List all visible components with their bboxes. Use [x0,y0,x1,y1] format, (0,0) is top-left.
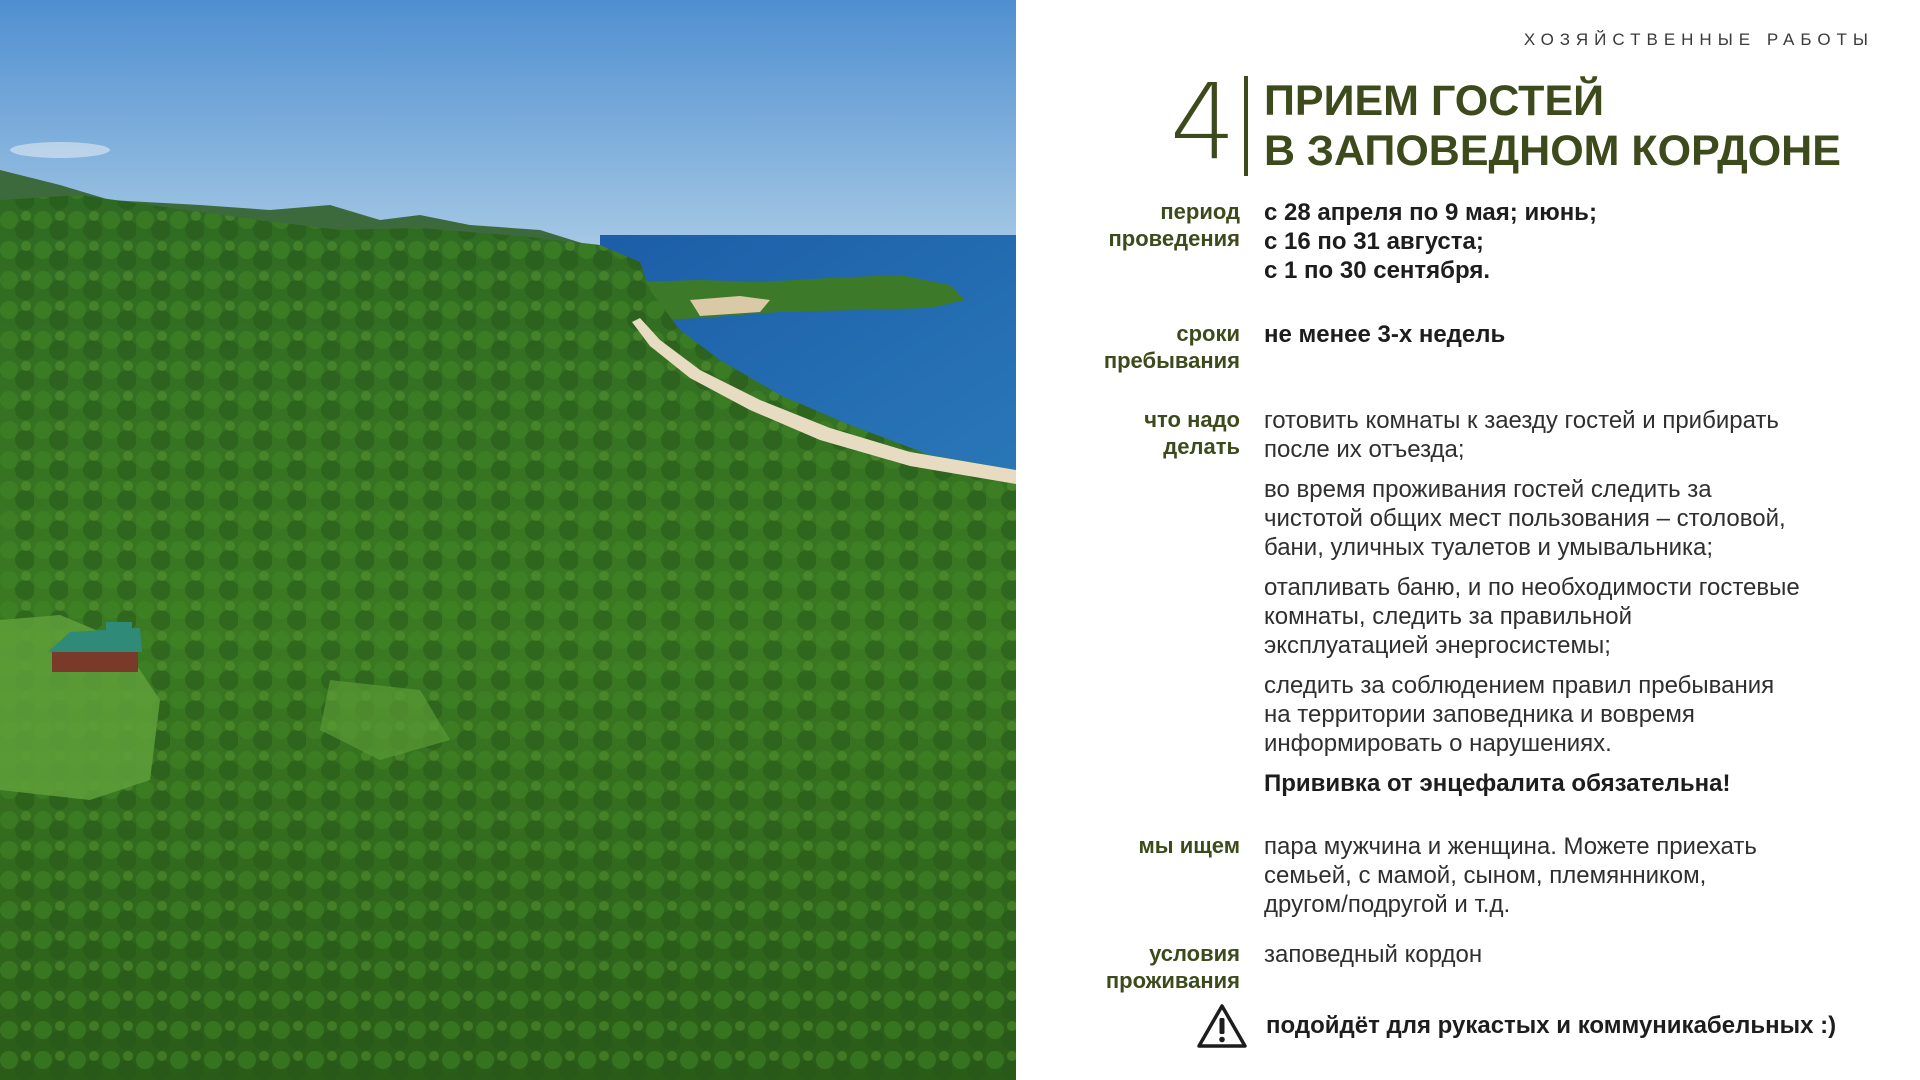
vaccination-note: Прививка от энцефалита обязательна! [1264,770,1731,797]
task-line: на территории заповедника и вовремя [1264,701,1695,728]
task-line: информировать о нарушениях. [1264,730,1612,757]
task-line: во время проживания гостей следить за [1264,476,1712,503]
duration-label-line-1: сроки [1176,321,1240,346]
period-label-line-1: период [1160,199,1240,224]
footer-text: подойдёт для рукастых и коммуникабельных :) [1266,1012,1837,1039]
period-line-1: с 28 апреля по 9 мая; июнь; [1264,199,1597,226]
seeking-value [1264,832,1904,919]
task-line: следить за соблюдением правил пребывания [1264,672,1775,699]
header-divider [1244,76,1248,176]
seeking-line-2: семьей, с мамой, сыном, племянником, [1264,862,1707,889]
duration-value: не менее 3-х недель [1264,321,1506,348]
tasks-label-line-1: что надо [1144,407,1240,432]
page-title [1264,76,1920,176]
tasks-label [1016,406,1240,460]
living-label-line-1: условия [1149,941,1240,966]
period-value [1264,198,1904,285]
tasks-label-line-2: делать [1163,434,1240,459]
period-label [1016,198,1240,252]
task-line: после их отъезда; [1264,436,1465,463]
section-label: ХОЗЯЙСТВЕННЫЕ РАБОТЫ [1523,30,1874,49]
task-item [1264,671,1904,758]
task-line: чистотой общих мест пользования – столовой, [1264,505,1786,532]
tasks-list [1264,406,1904,798]
seeking-line-1: пара мужчина и женщина. Можете приехать [1264,833,1757,860]
living-label-line-2: проживания [1105,968,1240,993]
item-number: 4 [1169,61,1236,183]
warning-triangle-icon [1196,1002,1248,1050]
seeking-label: мы ищем [1138,833,1240,858]
seeking-line-3: другом/подругой и т.д. [1264,891,1511,918]
info-panel [1016,0,1920,1080]
living-value: заповедный кордон [1264,941,1483,968]
period-line-2: с 16 по 31 августа; [1264,228,1484,255]
task-line: эксплуатацией энергосистемы; [1264,632,1611,659]
period-label-line-2: проведения [1108,226,1240,251]
duration-label-line-2: пребывания [1103,348,1240,373]
task-item [1264,573,1904,660]
task-line: комнаты, следить за правильной [1264,603,1633,630]
living-label [1016,940,1240,994]
task-line: отапливать баню, и по необходимости гостевые [1264,574,1800,601]
task-line: готовить комнаты к заезду гостей и прибирать [1264,407,1779,434]
task-item [1264,406,1904,464]
period-line-3: с 1 по 30 сентября. [1264,257,1491,284]
duration-label [1016,320,1240,374]
title-line-1: ПРИЕМ ГОСТЕЙ [1264,77,1605,125]
task-line: бани, уличных туалетов и умывальника; [1264,534,1714,561]
title-line-2: В ЗАПОВЕДНОМ КОРДОНЕ [1264,127,1841,175]
task-item [1264,475,1904,562]
